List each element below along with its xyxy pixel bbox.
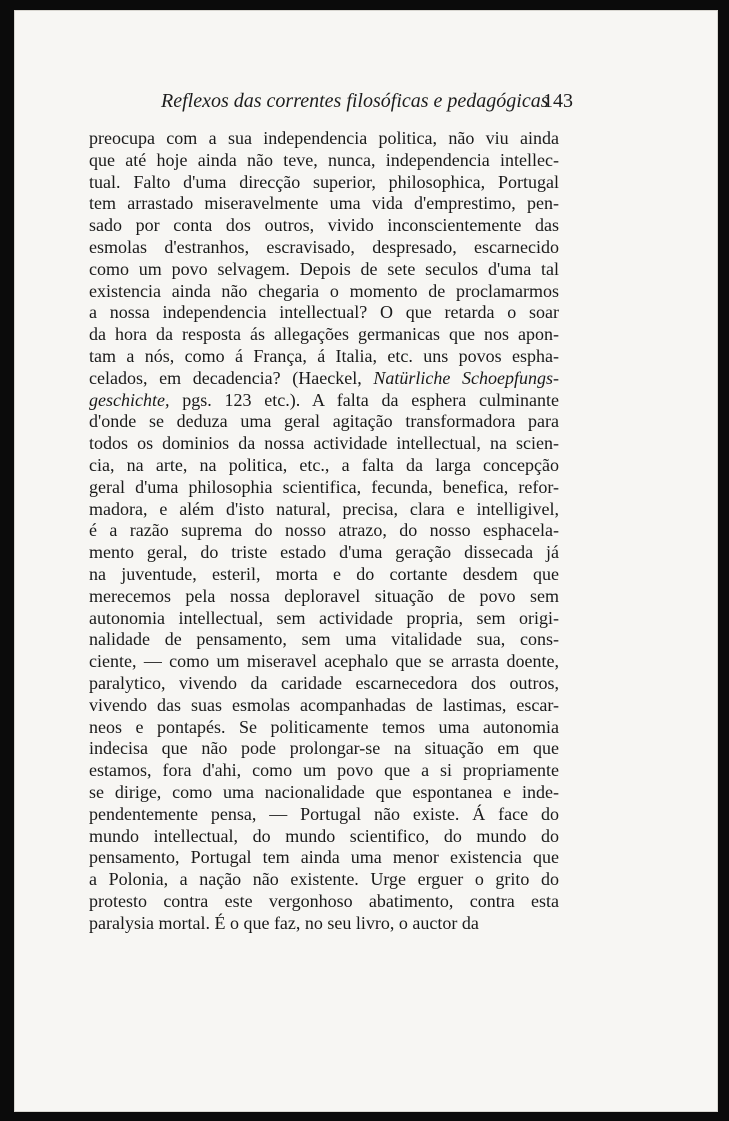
text-segment: pgs. 123 etc.). A falta da esphera culminante bbox=[169, 389, 559, 410]
text-line: neos e pontapés. Se politicamente temos uma autonomia bbox=[89, 716, 559, 737]
text-line: vivendo das suas esmolas acompanhadas de lastimas, escar- bbox=[89, 694, 559, 715]
text-line: ciente, — como um miseravel acephalo que se arrasta doente, bbox=[89, 651, 559, 672]
text-line: da hora da resposta ás allegações germanicas que nos apon- bbox=[89, 324, 559, 345]
text-line: nalidade de pensamento, sem uma vitalidade sua, cons- bbox=[89, 629, 559, 650]
text-line: paralysia mortal. É o que faz, no seu livro, o auctor da bbox=[89, 912, 479, 933]
body-text bbox=[89, 128, 559, 934]
text-line: autonomia intellectual, sem actividade propria, sem origi- bbox=[89, 607, 559, 628]
text-line: é a razão suprema do nosso atrazo, do nosso esphacela- bbox=[89, 520, 559, 541]
text-line: todos os dominios da nossa actividade intellectual, na scien- bbox=[89, 433, 559, 454]
text-line: pensamento, Portugal tem ainda uma menor existencia que bbox=[89, 847, 559, 868]
text-line: sado por conta dos outros, vivido inconscientemente das bbox=[89, 215, 559, 236]
citation-title-cont: geschichte, bbox=[89, 389, 170, 410]
text-line: protesto contra este vergonhoso abatimento, contra esta bbox=[89, 890, 559, 911]
text-line: mundo intellectual, do mundo scientifico, do mundo do bbox=[89, 825, 559, 846]
text-line: que até hoje ainda não teve, nunca, independencia intellec- bbox=[89, 149, 559, 170]
text-line bbox=[89, 368, 559, 390]
text-line: a nossa independencia intellectual? O que retarda o soar bbox=[89, 302, 559, 323]
text-line: d'onde se deduza uma geral agitação transformadora para bbox=[89, 411, 559, 432]
text-line: pendentemente pensa, — Portugal não existe. Á face do bbox=[89, 803, 559, 824]
text-line: cia, na arte, na politica, etc., a falta da larga concepção bbox=[89, 454, 559, 475]
text-line: mento geral, do triste estado d'uma geração dissecada já bbox=[89, 542, 559, 563]
text-line: tual. Falto d'uma direcção superior, philosophica, Portugal bbox=[89, 171, 559, 192]
text-line: se dirige, como uma nacionalidade que espontanea e inde- bbox=[89, 781, 559, 802]
text-line: estamos, fora d'ahi, como um povo que a si propriamente bbox=[89, 760, 559, 781]
citation-title: Natürliche Schoepfungs- bbox=[373, 367, 559, 388]
text-line: preocupa com a sua independencia politica, não viu ainda bbox=[89, 128, 559, 148]
running-title: Reflexos das correntes filosóficas e pedagógicas bbox=[161, 90, 549, 112]
text-line: existencia ainda não chegaria o momento de proclamarmos bbox=[89, 280, 559, 301]
text-line: na juventude, esteril, morta e do cortante desdem que bbox=[89, 563, 559, 584]
running-head bbox=[161, 90, 573, 120]
text-line: madora, e além d'isto natural, precisa, clara e intelligivel, bbox=[89, 498, 559, 519]
text-segment: celados, em decadencia? (Haeckel, bbox=[89, 367, 374, 388]
page-number: 143 bbox=[543, 90, 573, 112]
text-line: tam a nós, como á França, á Italia, etc. uns povos espha- bbox=[89, 345, 559, 366]
text-line: geral d'uma philosophia scientifica, fecunda, benefica, refor- bbox=[89, 476, 559, 497]
text-line: esmolas d'estranhos, escravisado, despresado, escarnecido bbox=[89, 236, 559, 257]
text-line: indecisa que não pode prolongar-se na situação em que bbox=[89, 738, 559, 759]
text-line: como um povo selvagem. Depois de sete seculos d'uma tal bbox=[89, 258, 559, 279]
text-line: paralytico, vivendo da caridade escarnecedora dos outros, bbox=[89, 672, 559, 693]
text-line: merecemos pela nossa deploravel situação de povo sem bbox=[89, 585, 559, 606]
text-line: a Polonia, a nação não existente. Urge erguer o grito do bbox=[89, 869, 559, 890]
text-line: tem arrastado miseravelmente uma vida d'emprestimo, pen- bbox=[89, 193, 559, 214]
text-line bbox=[89, 390, 559, 412]
